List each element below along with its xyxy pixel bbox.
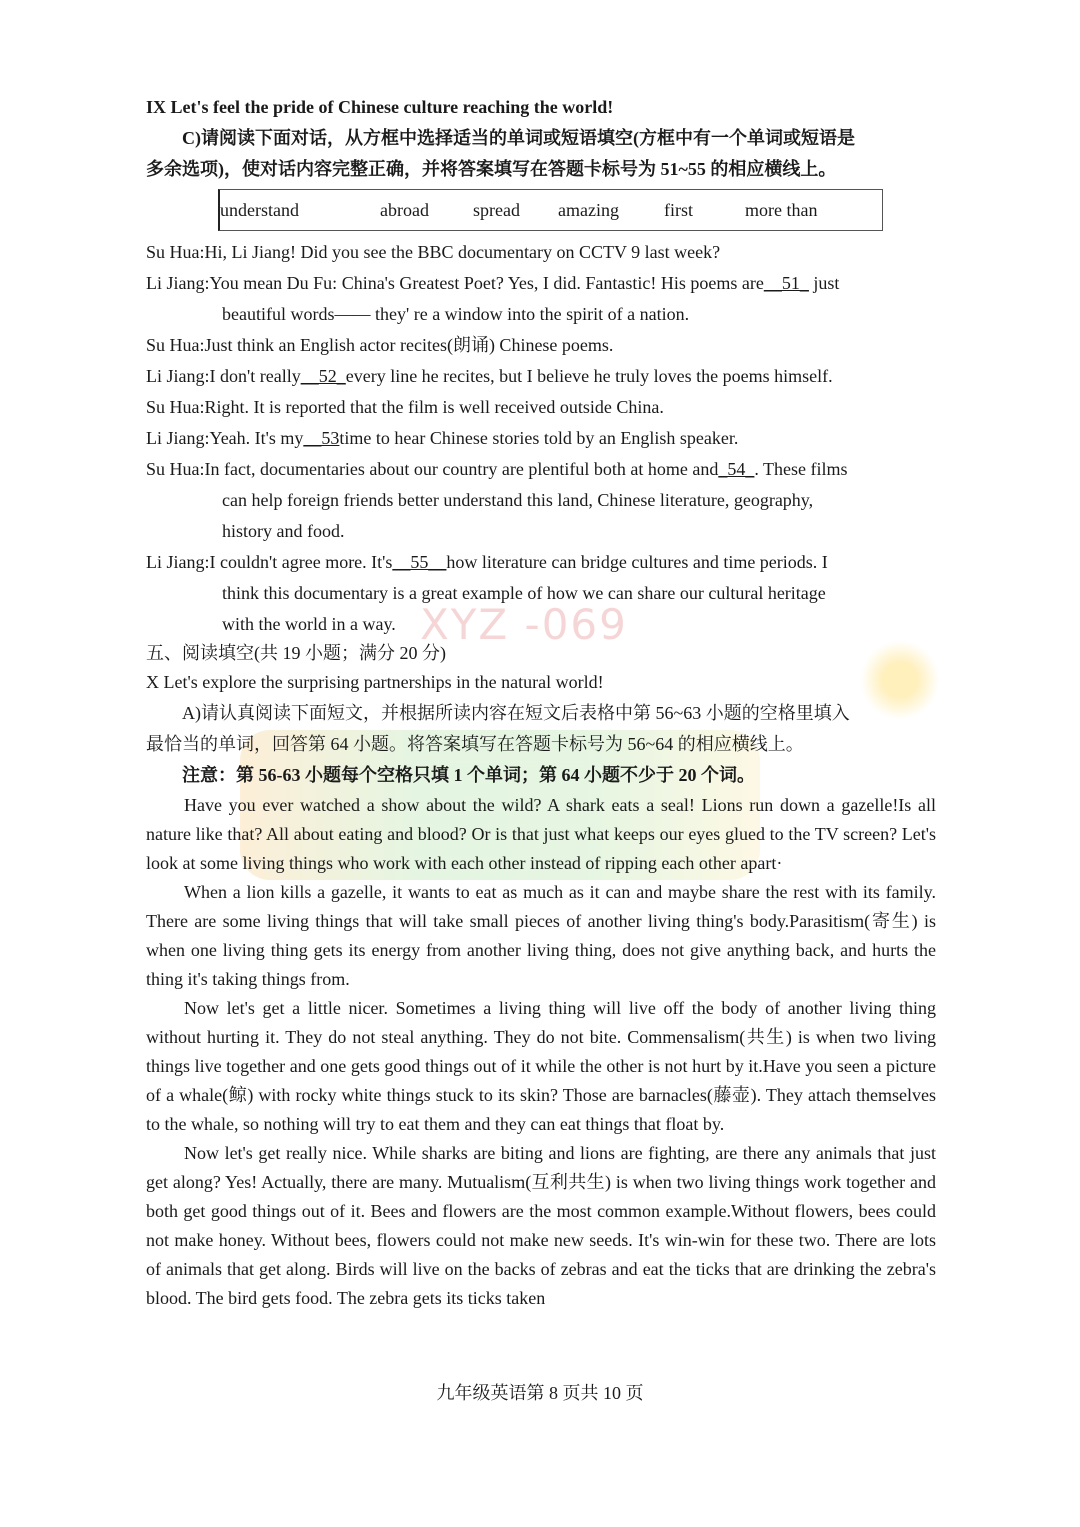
word-option: understand xyxy=(220,200,299,220)
utterance-continued: beautiful words—— they' re a window into the spirit of a nation. xyxy=(222,304,690,324)
blank-53: __53 xyxy=(303,428,340,448)
paragraph: Now let's get a little nicer. Sometimes a living thing will live off the body of another living thing without hurting it. They do not steal anything. They do not bite. Commensalism(共生) is when two living things live together and one gets good things out of it while the other is not hurt by it.Have you seen a picture of a whale(鲸) with rocky white things stuck to its skin? Those are barnacles(藤壶). They attach themselves to the whale, so nothing will try to eat them and they can eat things that float by. xyxy=(146,998,936,1134)
utterance: . These films xyxy=(754,459,848,479)
section-5-instruction-1: A)请认真阅读下面短文，并根据所读内容在短文后表格中第 56~63 小题的空格里填入 xyxy=(182,703,850,723)
watermark-text: XYZ -069 xyxy=(420,600,628,649)
utterance: Yeah. It's my xyxy=(209,428,304,448)
dialogue-line xyxy=(146,361,936,392)
word-option: amazing xyxy=(558,200,619,220)
word-box xyxy=(218,189,883,231)
speaker: Li Jiang: xyxy=(146,273,210,293)
section-x-title: X Let's explore the surprising partnerships in the natural world! xyxy=(146,672,604,692)
utterance: Hi, Li Jiang! Did you see the BBC documentary on CCTV 9 last week? xyxy=(204,242,721,262)
utterance-continued: think this documentary is a great example of how we can share our cultural heritage xyxy=(222,583,826,603)
speaker: Su Hua: xyxy=(146,397,205,417)
dialogue-line xyxy=(146,547,936,578)
utterance-continued: with the world in a way. xyxy=(222,614,396,634)
section-9-title: IX Let's feel the pride of Chinese culture reaching the world! xyxy=(146,97,614,117)
blank-55: __55__ xyxy=(392,552,447,572)
dialogue-line xyxy=(146,268,936,299)
paragraph: Have you ever watched a show about the wild? A shark eats a seal! Lions run down a gazelle!Is all nature like that? All about eating and blood? Or is that just what keeps our eyes glued to the TV screen? Let's look at some living things who work with each other instead of ripping each other apart· xyxy=(146,795,936,873)
section-5-instruction-2: 最恰当的单词，回答第 64 小题。将答案填写在答题卡标号为 56~64 的相应横线上。 xyxy=(146,734,804,754)
speaker: Su Hua: xyxy=(146,335,205,355)
utterance-continued: can help foreign friends better understand this land, Chinese literature, geography, xyxy=(222,490,814,510)
utterance: Right. It is reported that the film is well received outside China. xyxy=(204,397,664,417)
utterance: just xyxy=(808,273,840,293)
paragraph: When a lion kills a gazelle, it wants to eat as much as it can and maybe share the rest with its family. There are some living things that will take small pieces of another living thing's body.Parasitism(寄生) is when one living thing gets its energy from another living thing, does not give anything back, and hurts the thing it's taking things from. xyxy=(146,882,936,989)
word-option: more than xyxy=(745,200,818,220)
utterance: I couldn't agree more. It's xyxy=(209,552,393,572)
dialogue-line xyxy=(146,330,936,361)
word-option: first xyxy=(664,200,693,220)
utterance: I don't really xyxy=(209,366,301,386)
utterance: how literature can bridge cultures and time periods. I xyxy=(446,552,828,572)
page-footer: 九年级英语第 8 页共 10 页 xyxy=(436,1383,644,1403)
utterance: In fact, documentaries about our country are plentiful both at home and xyxy=(204,459,719,479)
word-option: abroad xyxy=(380,200,429,220)
blank-51: __51_ xyxy=(763,273,809,293)
utterance-continued: history and food. xyxy=(222,521,345,541)
utterance: time to hear Chinese stories told by an English speaker. xyxy=(339,428,739,448)
section-9-instruction-1: C)请阅读下面对话，从方框中选择适当的单词或短语填空(方框中有一个单词或短语是 xyxy=(182,128,855,148)
speaker: Su Hua: xyxy=(146,242,205,262)
note: 注意：第 56-63 小题每个空格只填 1 个单词；第 64 小题不少于 20 个词。 xyxy=(182,765,755,785)
exam-page xyxy=(146,92,936,1313)
section-9-instruction-2: 多余选项)，使对话内容完整正确，并将答案填写在答题卡标号为 51~55 的相应横线上。 xyxy=(146,159,837,179)
dialogue-line xyxy=(146,392,936,423)
speaker: Li Jiang: xyxy=(146,366,210,386)
speaker: Li Jiang: xyxy=(146,552,210,572)
blank-52: __52_ xyxy=(300,366,346,386)
dialogue-line xyxy=(146,237,936,268)
speaker: Su Hua: xyxy=(146,459,205,479)
blank-54: _54_ xyxy=(718,459,755,479)
utterance: every line he recites, but I believe he truly loves the poems himself. xyxy=(345,366,833,386)
dialogue-line xyxy=(146,423,936,454)
dialogue-line xyxy=(146,454,936,485)
utterance: Just think an English actor recites(朗诵) Chinese poems. xyxy=(204,335,614,355)
section-5-heading: 五、阅读填空(共 19 小题；满分 20 分) xyxy=(146,643,446,663)
speaker: Li Jiang: xyxy=(146,428,210,448)
utterance: You mean Du Fu: China's Greatest Poet? Yes, I did. Fantastic! His poems are xyxy=(209,273,764,293)
paragraph: Now let's get really nice. While sharks are biting and lions are fighting, are there any animals that just get along? Yes! Actually, there are many. Mutualism(互利共生) is when two living things work together and both get good things out of it. Bees and flowers are the most common example.Without flowers, bees could not make honey. Without bees, flowers could not make new seeds. It's win-win for these two. There are lots of animals that get along. Birds will live on the backs of zebras and eat the ticks that are drinking the zebra's blood. The bird gets food. The zebra gets its ticks taken xyxy=(146,1143,936,1308)
word-option: spread xyxy=(473,200,520,220)
